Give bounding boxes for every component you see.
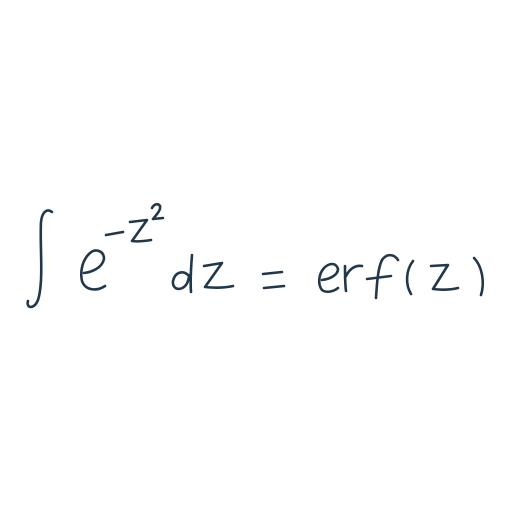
exponent-minus <box>106 232 123 235</box>
ink-strokes <box>28 204 483 307</box>
letter-e <box>81 251 105 290</box>
exponent-two <box>152 204 163 219</box>
equals-sign <box>263 272 284 288</box>
exponent-z <box>130 220 151 241</box>
close-paren <box>474 258 483 295</box>
letter-e-2 <box>319 264 338 292</box>
letter-d <box>173 255 192 292</box>
letter-f <box>367 255 398 298</box>
open-paren <box>407 261 413 294</box>
letter-r <box>345 266 362 291</box>
letter-z-2 <box>431 265 458 290</box>
integral-sign <box>28 210 52 307</box>
letter-z <box>204 263 233 288</box>
